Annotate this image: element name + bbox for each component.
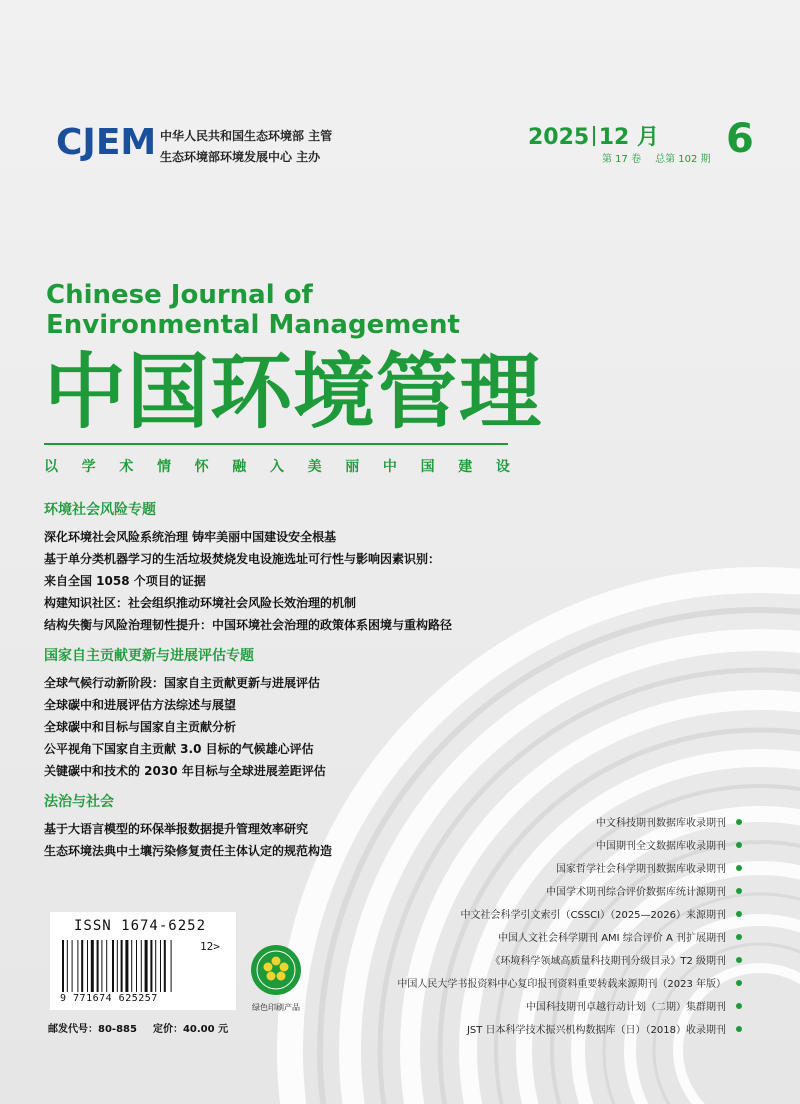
indexing-entry <box>397 812 742 835</box>
section-gap <box>44 636 564 646</box>
slogan-char: 建 <box>458 459 473 475</box>
article-title: 生态环境法典中土壤污染修复责任主体认定的规范构造 <box>44 844 333 858</box>
english-title-line-1: Chinese Journal of <box>46 280 313 310</box>
article-title: 结构失衡与风险治理韧性提升：中国环境社会治理的政策体系困境与重构路径 <box>44 618 453 632</box>
supervisor-line: 中华人民共和国生态环境部 主管 <box>160 129 333 143</box>
barcode-bar <box>81 940 83 992</box>
issue-number: 6 <box>726 116 754 162</box>
barcode-bar <box>62 940 64 992</box>
indexing-entry <box>397 1019 742 1042</box>
article-title: 基于单分类机器学习的生活垃圾焚烧发电设施选址可行性与影响因素识别： <box>44 552 441 566</box>
issn-label: ISSN 1674-6252 <box>74 918 207 934</box>
indexing-text: 中国期刊全文数据库收录期刊 <box>596 841 726 852</box>
indexing-entry <box>397 904 742 927</box>
section-heading: 法治与社会 <box>44 794 114 810</box>
bullet-dot-icon <box>736 819 742 825</box>
article-title: 关键碳中和技术的 2030 年目标与全球进展差距评估 <box>44 764 326 778</box>
contents-list <box>44 500 564 862</box>
barcode-bar <box>97 940 99 992</box>
journal-logo: CJEM <box>56 122 157 163</box>
slogan-char: 丽 <box>345 459 360 475</box>
barcode-bar <box>160 940 161 992</box>
article-title: 公平视角下国家自主贡献 3.0 目标的气候雄心评估 <box>44 742 314 756</box>
bullet-dot-icon <box>736 980 742 986</box>
total-issue: 总第 102 期 <box>655 154 711 165</box>
barcode-bar <box>106 940 107 992</box>
slogan-char: 怀 <box>194 459 209 475</box>
issue-month: 12 月 <box>598 125 659 150</box>
volume-info <box>602 150 725 165</box>
indexing-entry <box>397 996 742 1019</box>
title-divider <box>44 443 508 445</box>
indexing-text: 中国学术期刊综合评价数据库统计源期刊 <box>546 887 726 898</box>
barcode-bar <box>101 940 102 992</box>
indexing-text: 中文科技期刊数据库收录期刊 <box>596 818 726 829</box>
barcode-bar <box>72 940 73 992</box>
barcode-addon: 12> <box>200 940 220 953</box>
slogan <box>44 456 510 476</box>
bullet-dot-icon <box>736 865 742 871</box>
slogan-char: 入 <box>269 459 284 475</box>
indexing-text: JST 日本科学技术振兴机构数据库（日）（2018）收录期刊 <box>466 1025 726 1036</box>
indexing-entry <box>397 835 742 858</box>
indexing-text: 国家哲学社会科学期刊数据库收录期刊 <box>556 864 726 875</box>
slogan-char: 融 <box>232 459 247 475</box>
barcode-bar <box>77 940 78 992</box>
bullet-dot-icon <box>736 842 742 848</box>
article-title: 构建知识社区：社会组织推动环境社会风险长效治理的机制 <box>44 596 357 610</box>
barcode-bar <box>150 940 152 992</box>
barcode-bar <box>117 940 118 992</box>
indexing-entry <box>397 881 742 904</box>
bullet-dot-icon <box>736 957 742 963</box>
barcode-bar <box>164 940 166 992</box>
slogan-char: 设 <box>495 459 510 475</box>
english-title-line-2: Environmental Management <box>46 310 460 340</box>
indexing-entry <box>397 927 742 950</box>
barcode-bar <box>125 940 128 992</box>
indexing-text: 中国科技期刊卓越行动计划（二期）集群期刊 <box>526 1002 726 1013</box>
slogan-char: 学 <box>81 459 96 475</box>
barcode-bar <box>131 940 132 992</box>
barcode-bar <box>171 940 172 992</box>
indexing-entry <box>397 858 742 881</box>
seal-caption: 绿色印刷产品 <box>252 1003 300 1012</box>
sponsor-line: 生态环境部环境发展中心 主办 <box>160 150 321 164</box>
bullet-dot-icon <box>736 1026 742 1032</box>
indexing-text: 中国人民大学书报资料中心复印报刊资料重要转载来源期刊（2023 年版） <box>397 979 726 990</box>
indexing-list <box>397 812 742 1042</box>
date-separator <box>593 126 595 146</box>
indexing-text: 中国人文社会科学期刊 AMI 综合评价 A 刊扩展期刊 <box>498 933 726 944</box>
article-title: 全球碳中和进展评估方法综述与展望 <box>44 698 237 712</box>
english-title <box>46 280 460 340</box>
bullet-dot-icon <box>736 934 742 940</box>
indexing-text: 中文社会科学引文索引（CSSCI）（2025—2026）来源期刊 <box>460 910 726 921</box>
issue-year: 2025 <box>527 125 590 150</box>
bullet-dot-icon <box>736 888 742 894</box>
slogan-char: 情 <box>156 459 171 475</box>
barcode-bar <box>136 940 137 992</box>
barcode-bar <box>112 940 114 992</box>
article-title: 来自全国 1058 个项目的证据 <box>44 574 206 588</box>
section-gap <box>44 782 564 792</box>
bullet-dot-icon <box>736 911 742 917</box>
article-title: 基于大语言模型的环保举报数据提升管理效率研究 <box>44 822 309 836</box>
indexing-entry <box>397 950 742 973</box>
slogan-char: 术 <box>119 459 134 475</box>
article-title: 全球气候行动新阶段：国家自主贡献更新与进展评估 <box>44 676 321 690</box>
slogan-char: 国 <box>420 459 435 475</box>
volume-number: 第 17 卷 <box>602 154 642 165</box>
section-heading: 环境社会风险专题 <box>44 502 156 518</box>
slogan-char: 美 <box>307 459 322 475</box>
barcode-number: 9 771674 625257 <box>60 993 158 1004</box>
price: 定价：40.00 元 <box>152 1024 229 1035</box>
barcode-bar <box>67 940 68 992</box>
barcode-bar <box>141 940 142 992</box>
indexing-text: 《环境科学领域高质量科技期刊分级目录》T2 级期刊 <box>490 956 726 967</box>
barcode-bar <box>155 940 156 992</box>
indexing-entry <box>397 973 742 996</box>
green-printing-seal-icon <box>250 944 302 996</box>
barcode-bar <box>87 940 88 992</box>
postal-info <box>48 1020 244 1035</box>
barcode-bar <box>91 940 94 992</box>
article-title: 深化环境社会风险系统治理 铸牢美丽中国建设安全根基 <box>44 530 337 544</box>
slogan-char: 中 <box>382 459 397 475</box>
bullet-dot-icon <box>736 1003 742 1009</box>
article-title: 全球碳中和目标与国家自主贡献分析 <box>44 720 237 734</box>
section-heading: 国家自主贡献更新与进展评估专题 <box>44 648 254 664</box>
barcode-icon <box>62 940 196 992</box>
slogan-char: 以 <box>44 459 58 475</box>
issue-date <box>528 120 659 151</box>
chinese-title: 中国环境管理 <box>44 345 543 440</box>
postal-code: 邮发代号：80-885 <box>48 1024 137 1035</box>
barcode-bar <box>145 940 148 992</box>
barcode-bar <box>121 940 123 992</box>
